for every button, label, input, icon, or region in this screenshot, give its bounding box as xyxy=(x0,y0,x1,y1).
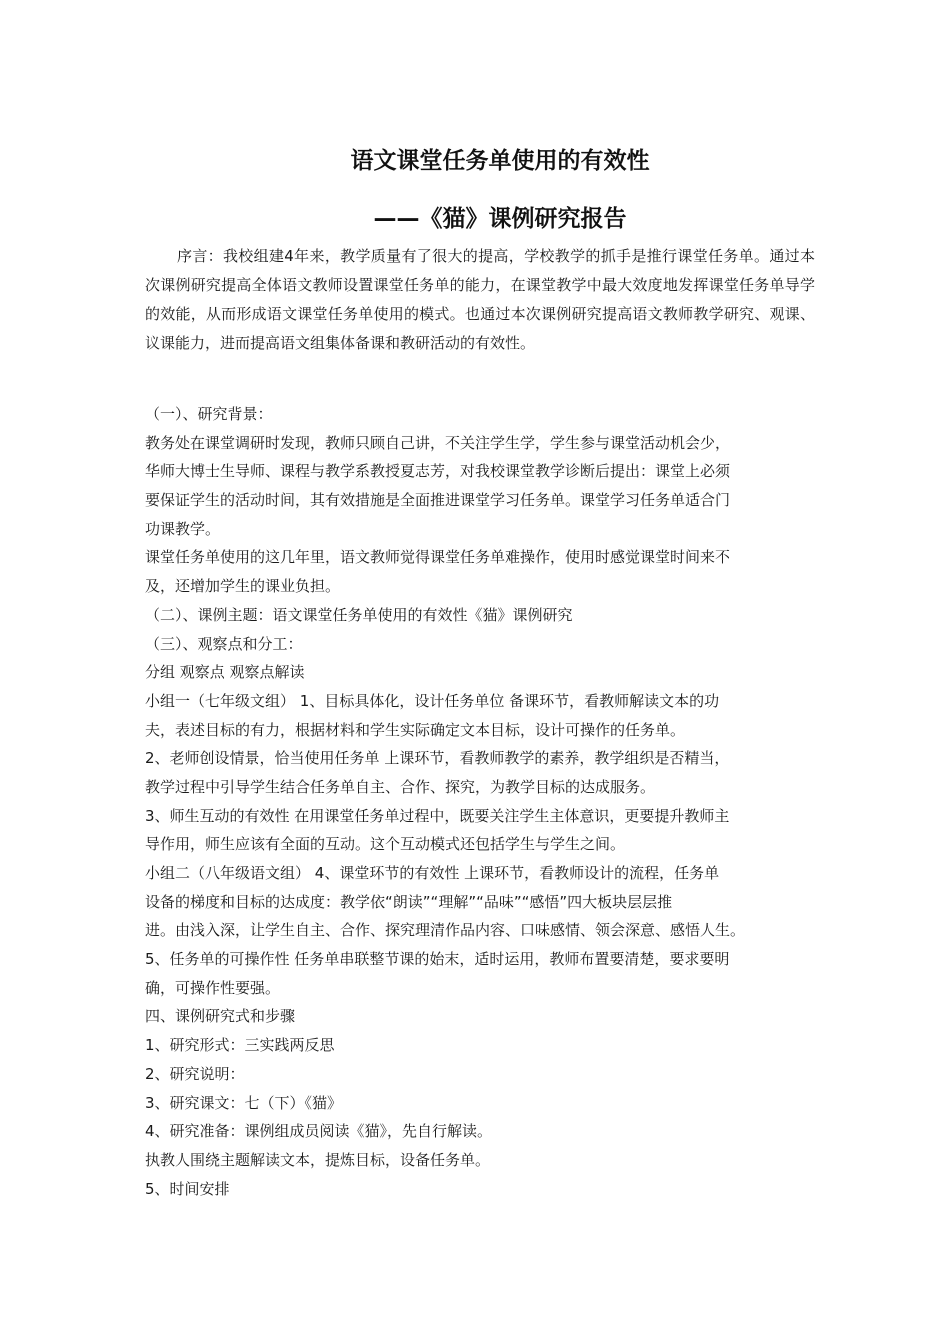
text-line: 2、老师创设情景，恰当使用任务单 上课环节，看教师教学的素养，教学组织是否精当， xyxy=(145,749,730,768)
body-lines xyxy=(145,400,815,1203)
text-line: 夫，表述目标的有力，根据材料和学生实际确定文本目标，设计可操作的任务单。 xyxy=(145,720,686,739)
text-line: 1、研究形式：三实践两反思 xyxy=(145,1036,335,1055)
text-line: 教务处在课堂调研时发现，教师只顾自己讲，不关注学生学，学生参与课堂活动机会少， xyxy=(145,433,731,452)
text-line: 要保证学生的活动时间，其有效措施是全面推进课堂学习任务单。课堂学习任务单适合门 xyxy=(145,491,731,510)
section-heading-observation: （三）、观察点和分工： xyxy=(145,634,303,653)
document-title: 语文课堂任务单使用的有效性 xyxy=(350,148,650,174)
text-line: 设备的梯度和目标的达成度：教学依“朗读”“理解”“品味”“感悟”四大板块层层推 xyxy=(145,892,673,911)
section-heading-background: （一）、研究背景： xyxy=(145,405,273,423)
intro-paragraph: 序言：我校组建4年来，教学质量有了很大的提高，学校教学的抓手是推行课堂任务单。通过本次课例研究提高全体语文教师设置课堂任务单的能力，在课堂教学中最大效度地发挥课堂任务单导学的效能，从而形成语文课堂任务单使用的模式。也通过本次课例研究提高语文教师教学研究、观课、议课能力，进而提高语文组集体备课和教研活动的有效性。 xyxy=(145,247,815,352)
text-line: 导作用，师生应该有全面的互动。这个互动模式还包括学生与学生之间。 xyxy=(145,835,626,854)
text-line: 3、研究课文：七（下）《猫》 xyxy=(145,1093,343,1112)
section-heading-topic: （二）、课例主题：语文课堂任务单使用的有效性《猫》课例研究 xyxy=(145,605,573,624)
text-line: 小组二（八年级语文组） 4、课堂环节的有效性 上课环节，看教师设计的流程，任务单 xyxy=(145,864,720,882)
text-line: 2、研究说明： xyxy=(145,1064,245,1083)
text-line: 执教人围绕主题解读文本，提炼目标，设备任务单。 xyxy=(145,1150,491,1169)
text-line: 华师大博士生导师、课程与教学系教授夏志芳，对我校课堂教学诊断后提出：课堂上必须 xyxy=(145,462,731,481)
text-line: 课堂任务单使用的这几年里，语文教师觉得课堂任务单难操作，使用时感觉课堂时间来不 xyxy=(145,548,731,567)
document-subtitle: ——《猫》课例研究报告 xyxy=(373,206,627,232)
text-line: 进。由浅入深，让学生自主、合作、探究理清作品内容、口味感情、领会深意、感悟人生。 xyxy=(145,921,746,940)
text-line: 确，可操作性要强。 xyxy=(145,978,281,997)
section-heading-steps: 四、课例研究式和步骤 xyxy=(145,1007,296,1026)
table-header-line: 分组 观察点 观察点解读 xyxy=(145,663,305,682)
text-line: 及，还增加学生的课业负担。 xyxy=(145,577,341,596)
text-line: 5、任务单的可操作性 任务单串联整节课的始末，适时运用，教师布置要清楚，要求要明 xyxy=(145,950,730,969)
text-line: 小组一（七年级文组） 1、目标具体化，设计任务单位 备课环节，看教师解读文本的功 xyxy=(145,691,720,710)
text-line: 5、时间安排 xyxy=(145,1179,230,1198)
text-line: 4、研究准备：课例组成员阅读《猫》，先自行解读。 xyxy=(145,1122,493,1141)
text-line: 功课教学。 xyxy=(145,519,221,538)
text-line: 教学过程中引导学生结合任务单自主、合作、探究，为教学目标的达成服务。 xyxy=(145,777,656,796)
text-line: 3、师生互动的有效性 在用课堂任务单过程中，既要关注学生主体意识，更要提升教师主 xyxy=(145,806,730,825)
